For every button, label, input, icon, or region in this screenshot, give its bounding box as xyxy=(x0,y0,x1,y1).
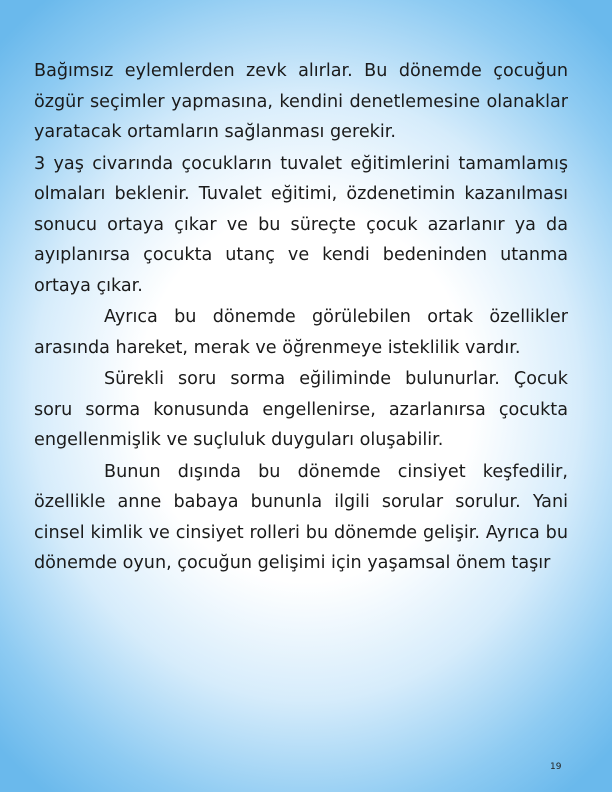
page-number: 19 xyxy=(550,762,562,772)
page-body xyxy=(34,56,568,579)
paragraph-toilet-training: 3 yaş civarında çocukların tuvalet eğitimlerini tamamlamış olmaları beklenir. Tuvalet eğitimi, özdenetimin kazanılması sonucu ortaya çıkar ve bu süreçte çocuk azarlanır ya da ayıplanırsa çocukta utanç ve kendi bedeninden utanma ortaya çıkar. xyxy=(34,153,568,296)
paragraph-common-traits: Ayrıca bu dönemde görülebilen ortak özellikler arasında hareket, merak ve öğrenmeye isteklilik vardır. xyxy=(34,307,568,358)
paragraph-autonomy: Bağımsız eylemlerden zevk alırlar. Bu dönemde çocuğun özgür seçimler yapmasına, kendini denetlemesine olanaklar yaratacak ortamların sağlanması gerekir. xyxy=(34,61,568,142)
paragraph-gender: Bunun dışında bu dönemde cinsiyet keşfedilir, özellikle anne babaya bununla ilgili sorular sorulur. Yani cinsel kimlik ve cinsiyet rolleri bu dönemde gelişir. Ayrıca bu dönemde oyun, çocuğun gelişimi için yaşamsal önem taşır xyxy=(34,461,568,573)
paragraph-questions: Sürekli soru sorma eğiliminde bulunurlar. Çocuk soru sorma konusunda engellenirse, azarlanırsa çocukta engellenmişlik ve suçluluk duyguları oluşabilir. xyxy=(34,369,568,450)
